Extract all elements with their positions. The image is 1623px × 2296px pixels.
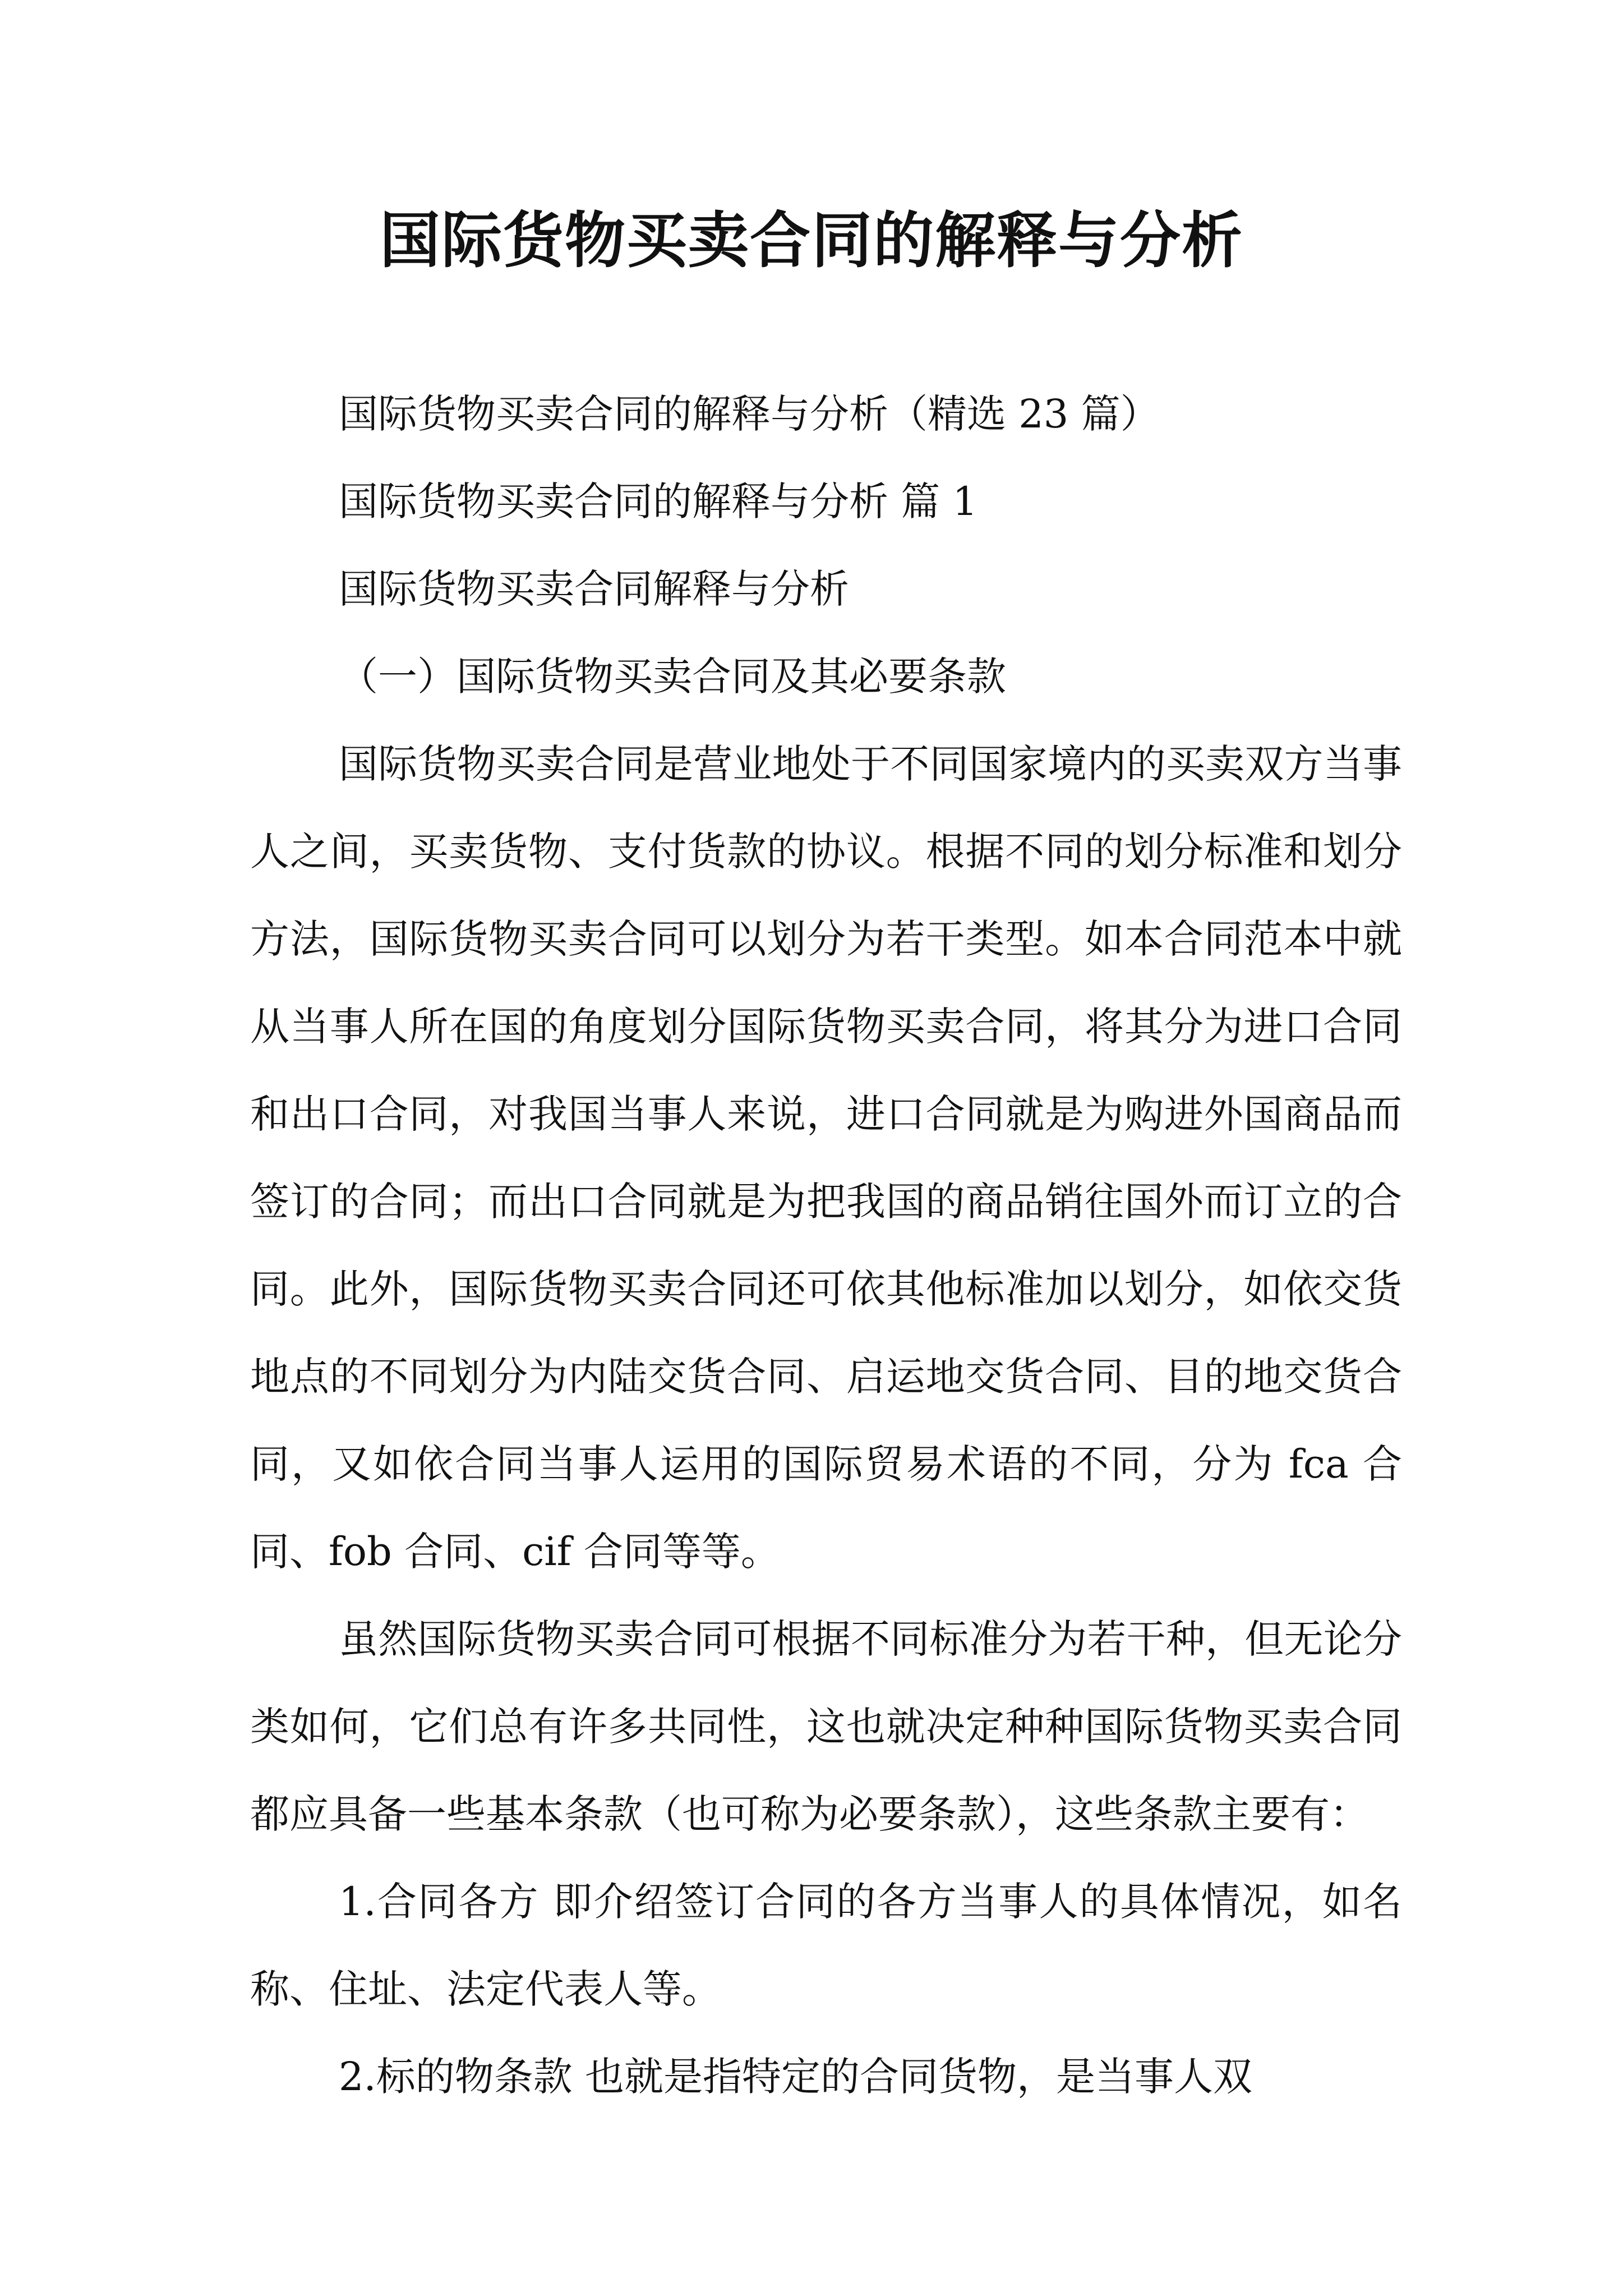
section-heading: 国际货物买卖合同的解释与分析 篇 1	[339, 478, 978, 524]
subtitle-line: 国际货物买卖合同的解释与分析（精选 23 篇）	[339, 391, 1160, 437]
body-paragraph: 虽然国际货物买卖合同可根据不同标准分为若干种，但无论分类如何，它们总有许多共同性，这也就决定种种国际货物买卖合同都应具备一些基本条款（也可称为必要条款），这些条款主要有：	[250, 1616, 1402, 1837]
section-subheading: 国际货物买卖合同解释与分析	[339, 566, 849, 612]
body-paragraph: 2.标的物条款 也就是指特定的合同货物，是当事人双	[339, 2054, 1253, 2100]
subsection-heading: （一）国际货物买卖合同及其必要条款	[339, 654, 1006, 700]
document-body	[250, 370, 1402, 2120]
document-title: 国际货物买卖合同的解释与分析	[379, 206, 1243, 276]
body-paragraph: 1.合同各方 即介绍签订合同的各方当事人的具体情况，如名称、住址、法定代表人等。	[250, 1879, 1402, 2012]
body-paragraph: 国际货物买卖合同是营业地处于不同国家境内的买卖双方当事人之间，买卖货物、支付货款的协议。根据不同的划分标准和划分方法，国际货物买卖合同可以划分为若干类型。如本合同范本中就从当事人所在国的角度划分国际货物买卖合同，将其分为进口合同和出口合同，对我国当事人来说，进口合同就是为购进外国商品而签订的合同；而出口合同就是为把我国的商品销往国外而订立的合同。此外，国际货物买卖合同还可依其他标准加以划分，如依交货地点的不同划分为内陆交货合同、启运地交货合同、目的地交货合同，又如依合同当事人运用的国际贸易术语的不同，分为 fca 合同、fob 合同、cif 合同等等。	[250, 741, 1402, 1575]
